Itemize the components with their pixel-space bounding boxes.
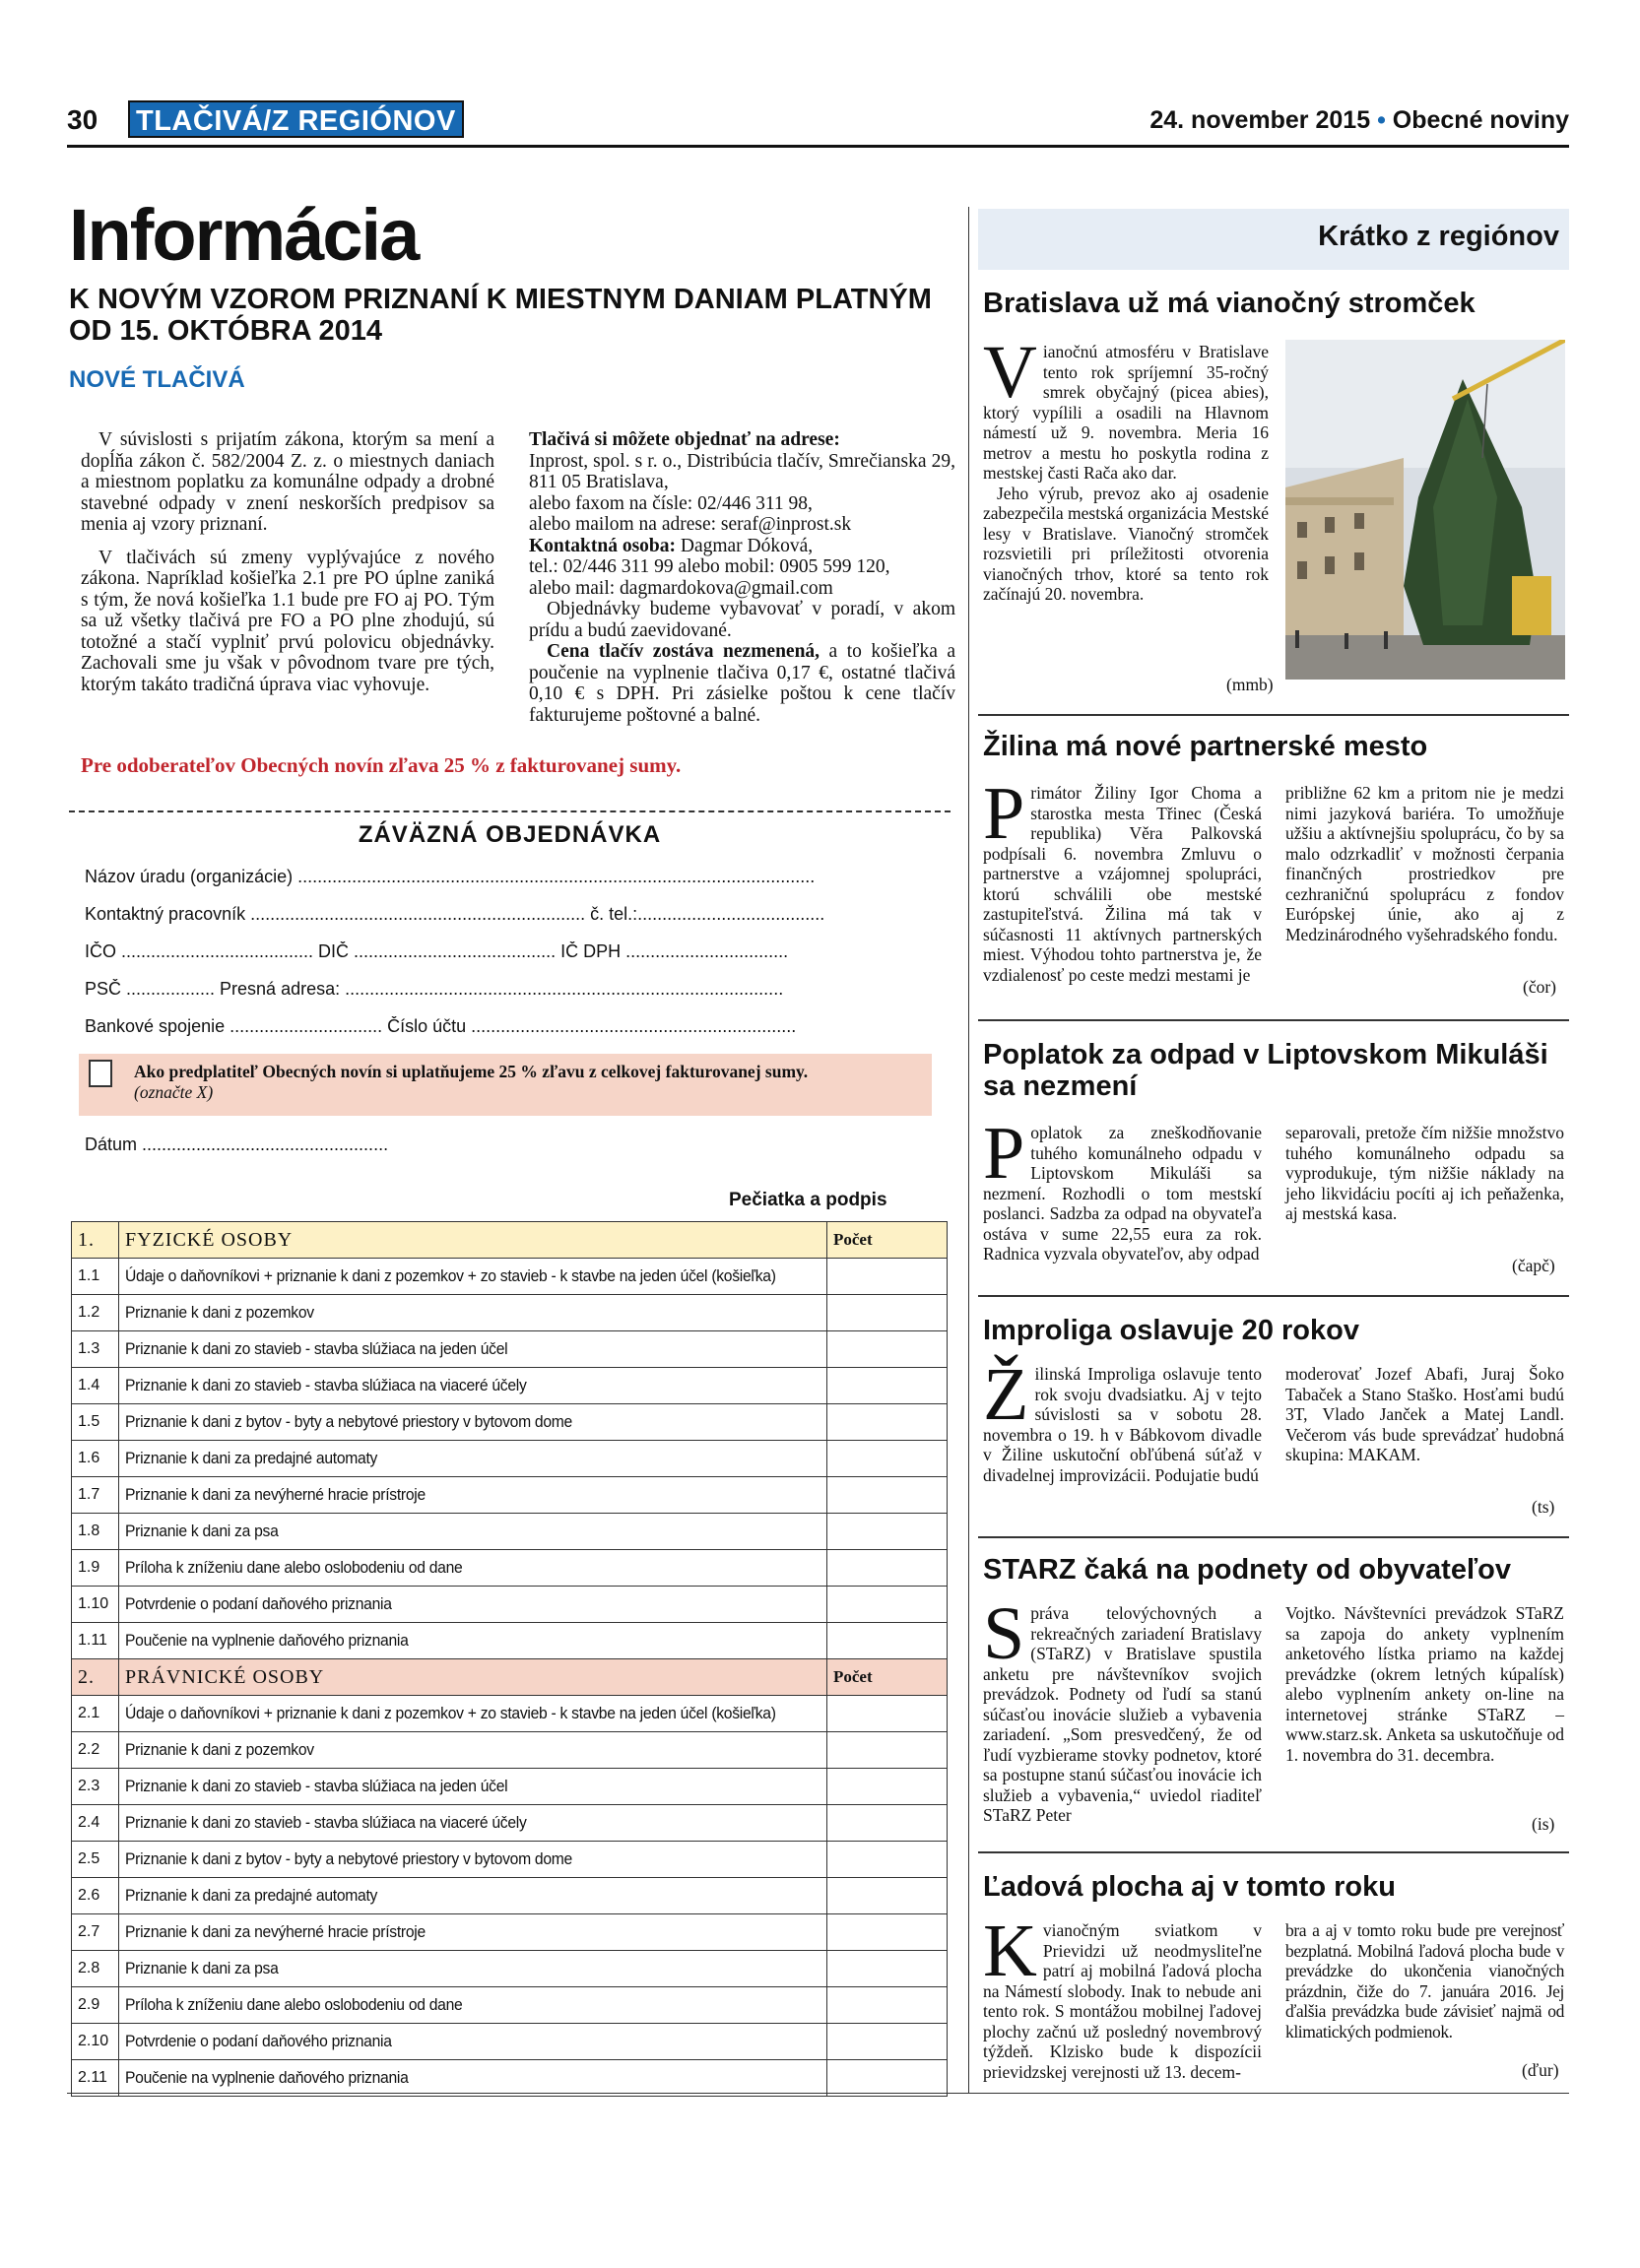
row-description <box>119 1295 827 1331</box>
row-description <box>119 2060 827 2097</box>
discount-note: Pre odoberateľov Obecných novín zľava 25 % z fakturovanej sumy. <box>81 753 682 777</box>
contact-phone: tel.: 02/446 311 99 alebo mobil: 0905 599 120, <box>529 556 890 577</box>
checkbox-hint: (označte X) <box>134 1082 214 1102</box>
table-row <box>72 1441 948 1477</box>
row-number: 1.10 <box>72 1587 119 1623</box>
row-number: 1.3 <box>72 1331 119 1368</box>
article-ladova-left: Kvianočným sviatkom v Prievidzi už neodmysliteľne patrí aj mobilná ľadová plocha na Námestí slobody. Inak to nebude ani tento rok. S montážou mobilnej ľadovej plochy začnú už posledný novembrový týždeň. Klzisko bude k dispozícii prievidzskej verejnosti už 13. decem- <box>983 1910 1262 2082</box>
table-row <box>72 1987 948 2024</box>
row-number: 2.6 <box>72 1878 119 1914</box>
article-liptov-left: Poplatok za zneškodňovanie tuhého komunálneho odpadu v Liptovskom Mikuláši sa nezmení. Rozhodli o tom mestskí poslanci. Sadzba za odpad na obyvateľa ostáva v sume 22,55 eura za rok. Radnica vyzvala obyvateľov, aby odpad <box>983 1112 1262 1264</box>
headline-starz: STARZ čaká na podnety od obyvateľov <box>983 1554 1511 1586</box>
row-description <box>119 1259 827 1295</box>
table-row <box>72 1259 948 1295</box>
count-header: Počet <box>827 1659 948 1696</box>
row-description <box>119 2024 827 2060</box>
count-input[interactable] <box>827 1842 948 1878</box>
article-divider <box>978 1536 1569 1538</box>
row-description-text: Priznanie k dani z bytov - byty a nebytové priestory v bytovom dome <box>125 1849 572 1868</box>
discount-checkbox-label: Ako predplatiteľ Obecných novín si uplatňujeme 25 % zľavu z celkovej fakturovanej sumy. (označte X) <box>134 1062 809 1102</box>
discount-checkbox[interactable] <box>89 1060 112 1087</box>
header-rule <box>67 145 1569 148</box>
date-field[interactable]: Dátum .................................................. <box>85 1134 389 1154</box>
count-input[interactable] <box>827 1987 948 2024</box>
row-description <box>119 1477 827 1514</box>
row-description <box>119 1914 827 1951</box>
headline-ladova-plocha: Ľadová plocha aj v tomto roku <box>983 1871 1396 1903</box>
row-description-text: Priznanie k dani za predajné automaty <box>125 1886 378 1905</box>
sidebar-title: Krátko z regiónov <box>1318 221 1559 252</box>
count-input[interactable] <box>827 1587 948 1623</box>
article-improliga-left: Žilinská Improliga oslavuje tento rok svoju dvadsiatku. Aj v tejto súvislosti sa v sobotu 28. novembra o 19. h v Bábkovom divadle v Žiline uskutoční obľúbená súťaž v divadelnej improvizácii. Podujatie budú <box>983 1353 1262 1485</box>
count-input[interactable] <box>827 1514 948 1550</box>
signature: (mmb) <box>1226 675 1274 694</box>
paragraph: V súvislosti s prijatím zákona, ktorým sa mení a dopĺňa zákon č. 582/2004 Z. z. o miestnych daniach a miestnom poplatku za komunálne odpady a drobné stavebné odpady v znení neskorších predpisov sa menia aj vzory priznaní. <box>81 429 494 535</box>
stamp-label: Pečiatka a podpis <box>729 1190 887 1210</box>
row-number: 1.4 <box>72 1368 119 1404</box>
count-input[interactable] <box>827 1769 948 1805</box>
table-row <box>72 1477 948 1514</box>
table-row <box>72 1914 948 1951</box>
signature: (is) <box>1532 1814 1555 1834</box>
headline-zilina: Žilina má nové partnerské mesto <box>983 731 1428 762</box>
table-section-header <box>72 1222 948 1259</box>
signature: (čor) <box>1523 977 1557 997</box>
address-field[interactable]: PSČ .................. Presná adresa: ......................................................................................... <box>85 979 784 999</box>
bank-field[interactable]: Bankové spojenie ............................... Číslo účtu .................................................................. <box>85 1016 797 1036</box>
article-subtitle: K NOVÝM VZOROM PRIZNANÍ K MIESTNYM DANIAM PLATNÝM OD 15. OKTÓBRA 2014 <box>69 284 932 347</box>
count-input[interactable] <box>827 2024 948 2060</box>
row-description <box>119 1623 827 1659</box>
row-description <box>119 1987 827 2024</box>
ico-field[interactable]: IČO ....................................... DIČ ......................................... IČ DPH ................................. <box>85 941 789 961</box>
table-row <box>72 1805 948 1842</box>
table-section-header <box>72 1659 948 1696</box>
table-row <box>72 1732 948 1769</box>
row-description <box>119 1331 827 1368</box>
count-input[interactable] <box>827 1477 948 1514</box>
row-number: 2.8 <box>72 1951 119 1987</box>
row-description-text: Priznanie k dani z pozemkov <box>125 1303 314 1322</box>
table-row <box>72 1696 948 1732</box>
article-ladova-right: bra a aj v tomto roku bude pre verejnosť bezplatná. Mobilná ľadová plocha bude v prevádzke do ukončenia vianočných prázdnin, čiže do 7. januára 2016. Jej ďalšia prevádzka bude závisieť najmä od klimatických podmienok. <box>1285 1920 1564 2041</box>
row-number: 1.11 <box>72 1623 119 1659</box>
table-row <box>72 2024 948 2060</box>
article-divider <box>978 714 1569 716</box>
publication-name: Obecné noviny <box>1392 106 1569 134</box>
row-description <box>119 1878 827 1914</box>
paragraph: V tlačivách sú zmeny vyplývajúce z nového zákona. Napríklad košieľka 2.1 pre PO úplne zaniká s tým, že nová košieľka 1.1 bude pre FO aj PO. Tým sa už všetky tlačivá pre FO a PO plne zhodujú, sú totožné a stačí vyplniť prvú polovicu objednávky. Zachovali sme ju však v pôvodnom tvare pre tých, ktorým takáto tradičná úprava viac vyhovuje. <box>81 547 494 695</box>
table-row <box>72 1550 948 1587</box>
price-note <box>529 641 955 726</box>
count-input[interactable] <box>827 1368 948 1404</box>
table-row <box>72 1404 948 1441</box>
headline-liptov: Poplatok za odpad v Liptovskom Mikuláši sa nezmení <box>983 1039 1548 1102</box>
count-input[interactable] <box>827 1295 948 1331</box>
count-input[interactable] <box>827 1951 948 1987</box>
count-input[interactable] <box>827 1732 948 1769</box>
row-number: 2.9 <box>72 1987 119 2024</box>
count-input[interactable] <box>827 1805 948 1842</box>
row-description-text: Priznanie k dani za psa <box>125 1522 279 1540</box>
row-description-text: Potvrdenie o podaní daňového priznania <box>125 2032 392 2050</box>
article-liptov-right: separovali, pretože čím nižšie množstvo tuhého komunálneho odpadu sa vyprodukuje, tým nižšie náklady na jeho likvidáciu pocíti aj ich peňaženka, aj mestská kasa. <box>1285 1123 1564 1223</box>
row-description <box>119 1404 827 1441</box>
article-zilina-left: Primátor Žiliny Igor Choma a starostka mesta Třinec (Česká republika) Věra Palkovská podpísali 6. novembra Zmluvu o partnerstve a vzájomnej spolupráci, ktorú schválili obe mestské zastupiteľstvá. Žilina má tak v súčasnosti 11 aktívnych partnerských miest. Výhodou tohto partnerstva je, že vzdialenosť po ceste medzi mestami je <box>983 772 1262 985</box>
row-description-text: Priznanie k dani zo stavieb - stavba slúžiaca na jeden účel <box>125 1777 508 1795</box>
christmas-tree-photo <box>1285 340 1565 680</box>
table-row <box>72 1331 948 1368</box>
row-description <box>119 1842 827 1878</box>
contact-field[interactable]: Kontaktný pracovník .................................................................... č. tel.:...................................... <box>85 904 825 924</box>
row-description-text: Priznanie k dani z pozemkov <box>125 1740 314 1759</box>
order-email: alebo mailom na adrese: seraf@inprost.sk <box>529 514 852 535</box>
count-input[interactable] <box>827 1550 948 1587</box>
table-row <box>72 1623 948 1659</box>
row-description-text: Údaje o daňovníkovi + priznanie k dani z pozemkov + zo stavieb - k stavbe na jeden účel (košieľka) <box>125 1266 776 1285</box>
row-description-text: Priznanie k dani zo stavieb - stavba slúžiaca na viaceré účely <box>125 1813 527 1832</box>
headline-improliga: Improliga oslavuje 20 rokov <box>983 1315 1359 1346</box>
row-description <box>119 1550 827 1587</box>
row-description-text: Poučenie na vyplnenie daňového priznania <box>125 1631 409 1650</box>
contact-label: Kontaktná osoba: <box>529 535 676 556</box>
row-description <box>119 1769 827 1805</box>
article-left-column <box>81 429 494 707</box>
article-right-column <box>529 429 955 726</box>
row-number: 1.6 <box>72 1441 119 1477</box>
section-name: PRÁVNICKÉ OSOBY <box>119 1659 827 1696</box>
section-name: FYZICKÉ OSOBY <box>119 1222 827 1259</box>
row-number: 2.1 <box>72 1696 119 1732</box>
contact-mail: alebo mail: dagmardokova@gmail.com <box>529 577 833 599</box>
row-number: 2.5 <box>72 1842 119 1878</box>
cut-line <box>69 810 951 812</box>
issue-date: 24. november 2015 <box>1149 106 1371 134</box>
row-description-text: Potvrdenie o podaní daňového priznania <box>125 1594 392 1613</box>
row-description-text: Príloha k zníženiu dane alebo oslobodeniu od dane <box>125 1558 463 1577</box>
row-number: 2.4 <box>72 1805 119 1842</box>
row-number: 1.5 <box>72 1404 119 1441</box>
bullet: • <box>1377 106 1386 134</box>
row-number: 2.3 <box>72 1769 119 1805</box>
order-address: Inprost, spol. s r. o., Distribúcia tlačív, Smrečianska 29, 811 05 Bratislava, <box>529 450 955 492</box>
signature: (ďur) <box>1522 2060 1559 2080</box>
table-row <box>72 1842 948 1878</box>
row-description-text: Priznanie k dani z bytov - byty a nebytové priestory v bytovom dome <box>125 1412 572 1431</box>
row-description <box>119 1732 827 1769</box>
column-divider <box>968 207 969 2093</box>
article-divider <box>978 1851 1569 1853</box>
count-input[interactable] <box>827 2060 948 2097</box>
row-number: 2.2 <box>72 1732 119 1769</box>
article-title: Informácia <box>69 194 419 276</box>
row-number: 1.7 <box>72 1477 119 1514</box>
order-fax: alebo faxom na čísle: 02/446 311 98, <box>529 492 813 514</box>
count-input[interactable] <box>827 1331 948 1368</box>
row-number: 1.9 <box>72 1550 119 1587</box>
table-row <box>72 1295 948 1331</box>
table-row <box>72 1878 948 1914</box>
row-description-text: Priznanie k dani za nevýherné hracie prístroje <box>125 1485 426 1504</box>
table-row <box>72 1951 948 1987</box>
row-description-text: Údaje o daňovníkovi + priznanie k dani z pozemkov + zo stavieb - k stavbe na jeden účel (košieľka) <box>125 1704 776 1722</box>
article-zilina-right: približne 62 km a pritom nie je medzi nimi jazyková bariéra. To umožňuje užšiu a aktívnejšiu spoluprácu, čo by sa malo odzrkadliť v možnosti čerpania finančných prostriedkov pre cezhraničnú spoluprácu z fondov Európskej únie, ako aj z Medzinárodného vyšehradského fondu. <box>1285 783 1564 944</box>
count-input[interactable] <box>827 1696 948 1732</box>
row-description <box>119 1587 827 1623</box>
count-input[interactable] <box>827 1259 948 1295</box>
orders-note: Objednávky budeme vybavovať v poradí, v akom prídu a budú zaevidované. <box>529 599 955 641</box>
count-input[interactable] <box>827 1623 948 1659</box>
signature: (čapč) <box>1512 1256 1555 1275</box>
count-input[interactable] <box>827 1441 948 1477</box>
row-number: 2.11 <box>72 2060 119 2097</box>
drop-cap: V <box>983 331 1037 414</box>
table-row <box>72 1368 948 1404</box>
row-description <box>119 1514 827 1550</box>
article-starz-left: Správa telovýchovných a rekreačných zariadení Bratislavy (STaRZ) v Bratislave spustila anketu pre návštevníkov svojich prevádzok. Podnety od ľudí sa stanú súčasťou inovácie služieb a vybavenia zariadení. „Som presvedčený, že od ľudí vyzbierame stovky podnetov, ktoré sa postupne stanú súčasťou inovácie ich služieb a vybavenia,“ uviedol riaditeľ STaRZ Peter <box>983 1592 1262 1825</box>
price-bold: Cena tlačív zostáva nezmenená, <box>547 641 820 662</box>
table-row <box>72 1587 948 1623</box>
headline-bratislava: Bratislava už má vianočný stromček <box>983 288 1476 319</box>
contact-name: Dagmar Dóková, <box>680 535 814 556</box>
row-description-text: Priznanie k dani zo stavieb - stavba slúžiaca na jeden účel <box>125 1339 508 1358</box>
section-label: TLAČIVÁ/Z REGIÓNOV <box>128 100 464 138</box>
order-table <box>71 1221 948 2097</box>
table-row <box>72 2060 948 2097</box>
order-label: Tlačivá si môžete objednať na adrese: <box>529 429 840 450</box>
count-header: Počet <box>827 1222 948 1259</box>
row-number: 1.8 <box>72 1514 119 1550</box>
count-input[interactable] <box>827 1404 948 1441</box>
table-row <box>72 1769 948 1805</box>
price-rest: a to košieľka a poučenie na vyplnenie tlačiva 0,17 €, ostatné tlačivá 0,10 € s DPH. Pri zásielke poštou k cene tlačív fakturujeme poštovné a balné. <box>529 641 956 726</box>
section-number: 1. <box>72 1222 119 1259</box>
row-description-text: Priznanie k dani za predajné automaty <box>125 1449 378 1467</box>
table-row <box>72 1514 948 1550</box>
row-description <box>119 1441 827 1477</box>
article-starz-right: Vojtko. Návštevníci prevádzok STaRZ sa zapoja do ankety vyplnením anketového lístka priamo na každej prevádzke (okrem letných kúpalísk) alebo vyplnením ankety on-line na internetovej stránke STaRZ – www.starz.sk. Anketa sa uskutočňuje od 1. novembra do 31. decembra. <box>1285 1603 1564 1765</box>
signature: (ts) <box>1532 1497 1555 1517</box>
row-number: 1.2 <box>72 1295 119 1331</box>
page-number: 30 <box>67 104 98 135</box>
count-input[interactable] <box>827 1878 948 1914</box>
row-description-text: Príloha k zníženiu dane alebo oslobodeniu od dane <box>125 1995 463 2014</box>
row-number: 1.1 <box>72 1259 119 1295</box>
row-number: 2.10 <box>72 2024 119 2060</box>
row-description <box>119 1951 827 1987</box>
row-description-text: Priznanie k dani za psa <box>125 1959 279 1977</box>
row-description <box>119 1696 827 1732</box>
article-bratislava: Vianočnú atmosféru v Bratislave tento rok spríjemní 35-ročný smrek obyčajný (picea abies), ktorý vypílili a osadili na Hlavnom námestí už 9. novembra. Meria 16 metrov a mestu ho poskytla rodina z mestskej časti Rača ako dar. Jeho výrub, prevoz ako aj osadenie zabezpečila mestská organizácia Mestské lesy v Bratislave. Vianočný stromček rozsvietili pri príležitosti otvorenia vianočných trhov, ktoré sa tento rok začínajú 20. novembra. <box>983 331 1269 604</box>
count-input[interactable] <box>827 1914 948 1951</box>
row-description-text: Priznanie k dani za nevýherné hracie prístroje <box>125 1922 426 1941</box>
article-divider <box>978 1295 1569 1297</box>
article-divider <box>978 1019 1569 1021</box>
issue-info <box>1149 106 1569 135</box>
row-description-text: Priznanie k dani zo stavieb - stavba slúžiaca na viaceré účely <box>125 1376 527 1394</box>
article-improliga-right: moderovať Jozef Abafi, Juraj Šoko Tabaček a Stano Staško. Hosťami budú 3T, Vlado Janček a Matej Landl. Večerom vás bude sprevádzať hudobná skupina: MAKAM. <box>1285 1364 1564 1464</box>
row-description <box>119 1805 827 1842</box>
row-description-text: Poučenie na vyplnenie daňového priznania <box>125 2068 409 2087</box>
row-description <box>119 1368 827 1404</box>
article-kicker: NOVÉ TLAČIVÁ <box>69 366 245 393</box>
section-number: 2. <box>72 1659 119 1696</box>
form-title: ZÁVÄZNÁ OBJEDNÁVKA <box>358 821 662 848</box>
row-number: 2.7 <box>72 1914 119 1951</box>
office-field[interactable]: Názov úradu (organizácie) ......................................................................................................... <box>85 867 816 886</box>
